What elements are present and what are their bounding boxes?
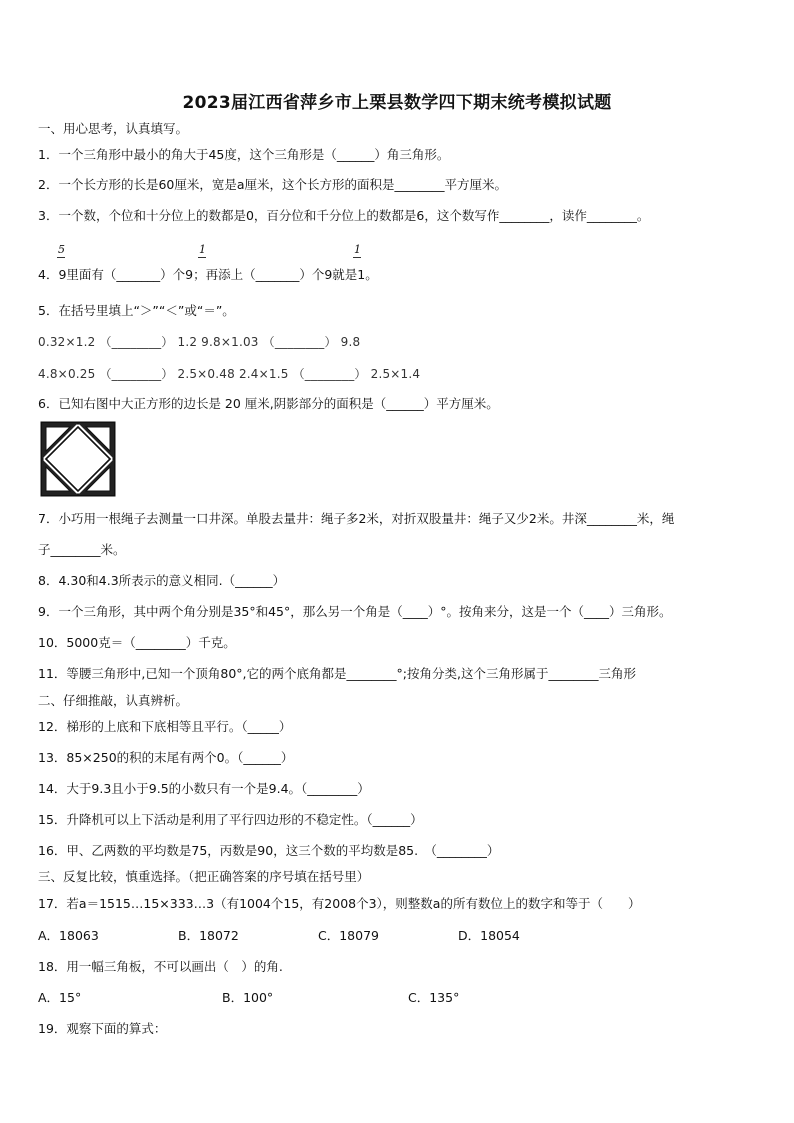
section-heading-2: 二、仔细推敲，认真辨析。 xyxy=(38,693,189,708)
question-18: 18．用一幅三角板，不可以画出（ ）的角. xyxy=(38,959,283,974)
question-18-options xyxy=(38,990,764,1006)
question-13: 13．85×250的积的末尾有两个0。（______） xyxy=(38,750,294,765)
question-5-row-1: 0.32×1.2 （________） 1.2 9.8×1.03 （________） 9.8 xyxy=(38,335,361,349)
question-17: 17．若a＝1515…15×333…3（有1004个15，有2008个3），则整数a的所有数位上的数字和等于（ ） xyxy=(38,896,641,911)
question-9: 9．一个三角形，其中两个角分别是35°和45°，那么另一个角是（____）°。按角来分，这是一个（____）三角形。 xyxy=(38,604,672,619)
fraction-bar xyxy=(198,257,206,258)
option-c: C．18079 xyxy=(318,928,379,943)
question-7-line-1: 7．小巧用一根绳子去测量一口井深。单股去量井：绳子多2米，对折双股量井：绳子又少2米。井深________米，绳 xyxy=(38,511,675,526)
section-heading-1: 一、用心思考，认真填写。 xyxy=(38,121,189,136)
question-8: 8．4.30和4.3所表示的意义相同.（______） xyxy=(38,573,286,588)
option-b: B．100° xyxy=(222,990,274,1005)
fraction-bar xyxy=(57,257,65,258)
question-1: 1．一个三角形中最小的角大于45度，这个三角形是（______）角三角形。 xyxy=(38,147,450,162)
question-12: 12．梯形的上底和下底相等且平行。（_____） xyxy=(38,719,292,734)
square-shaded-figure xyxy=(40,421,116,497)
question-6: 6．已知右图中大正方形的边长是 20 厘米,阴影部分的面积是（______）平方厘米。 xyxy=(38,396,499,411)
option-a: A．18063 xyxy=(38,928,99,943)
question-15: 15．升降机可以上下活动是利用了平行四边形的不稳定性。（______） xyxy=(38,812,423,827)
question-19: 19．观察下面的算式： xyxy=(38,1021,167,1036)
question-5: 5．在括号里填上“＞”“＜”或“＝”。 xyxy=(38,303,235,318)
option-a: A．15° xyxy=(38,990,82,1005)
question-11: 11．等腰三角形中,已知一个顶角80°,它的两个底角都是________°;按角分类,这个三角形属于________三角形 xyxy=(38,666,636,681)
fraction-bar xyxy=(353,257,361,258)
option-d: D．18054 xyxy=(458,928,520,943)
question-4: 4．9里面有（_______）个9；再添上（_______）个9就是1。 xyxy=(38,267,378,282)
question-14: 14．大于9.3且小于9.5的小数只有一个是9.4。（________） xyxy=(38,781,370,796)
fraction-numerator-1b: 1 xyxy=(354,243,361,256)
page-title: 2023届江西省萍乡市上栗县数学四下期末统考模拟试题 xyxy=(182,93,612,113)
question-16: 16．甲、乙两数的平均数是75，丙数是90，这三个数的平均数是85. （________） xyxy=(38,843,500,858)
question-10: 10．5000克＝（________）千克。 xyxy=(38,635,236,650)
question-2: 2．一个长方形的长是60厘米，宽是a厘米，这个长方形的面积是________平方厘米。 xyxy=(38,177,508,192)
option-b: B．18072 xyxy=(178,928,239,943)
question-3: 3．一个数，个位和十分位上的数都是0，百分位和千分位上的数都是6，这个数写作________，读作________。 xyxy=(38,208,650,223)
fraction-numerator-1a: 1 xyxy=(199,243,206,256)
question-7-line-2: 子________米。 xyxy=(38,542,126,557)
question-17-options xyxy=(38,928,764,944)
fraction-numerator-5: 5 xyxy=(58,243,65,256)
section-heading-3: 三、反复比较，慎重选择。（把正确答案的序号填在括号里） xyxy=(38,869,370,884)
option-c: C．135° xyxy=(408,990,460,1005)
question-5-row-2: 4.8×0.25 （________） 2.5×0.48 2.4×1.5 （________） 2.5×1.4 xyxy=(38,367,421,381)
